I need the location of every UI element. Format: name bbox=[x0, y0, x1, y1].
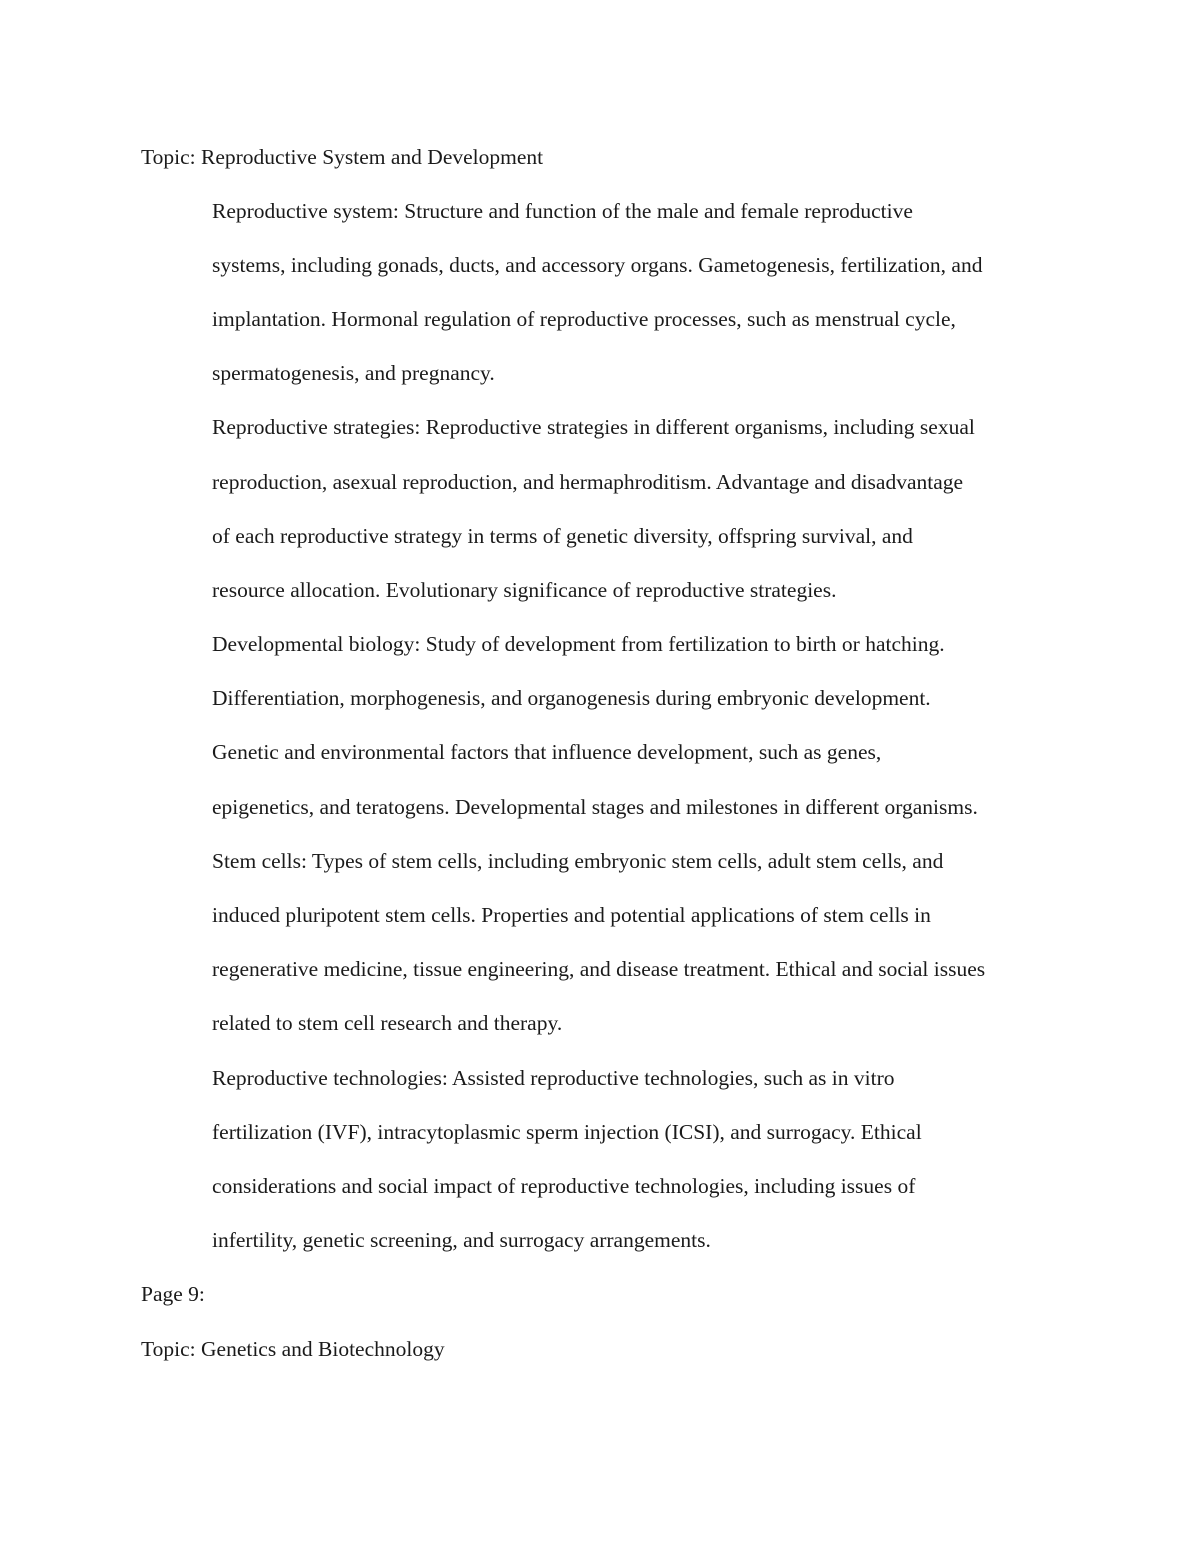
text-line: Developmental biology: Study of development from fertilization to birth or hatching. bbox=[212, 632, 945, 656]
text-line: Reproductive system: Structure and function of the male and female reproductive bbox=[212, 199, 913, 223]
text-line: induced pluripotent stem cells. Properties and potential applications of stem cells in bbox=[212, 903, 931, 927]
text-line: epigenetics, and teratogens. Developmental stages and milestones in different organisms. bbox=[212, 795, 978, 819]
text-line: considerations and social impact of reproductive technologies, including issues of bbox=[212, 1174, 916, 1198]
text-line: fertilization (IVF), intracytoplasmic sperm injection (ICSI), and surrogacy. Ethical bbox=[212, 1120, 922, 1144]
text-line: Reproductive strategies: Reproductive strategies in different organisms, including sexual bbox=[212, 415, 975, 439]
text-line: reproduction, asexual reproduction, and hermaphroditism. Advantage and disadvantage bbox=[212, 470, 964, 494]
topic-heading: Topic: Reproductive System and Development bbox=[141, 145, 544, 169]
text-line: of each reproductive strategy in terms of genetic diversity, offspring survival, and bbox=[212, 524, 913, 548]
page-label: Page 9: bbox=[141, 1282, 205, 1306]
text-line: infertility, genetic screening, and surrogacy arrangements. bbox=[212, 1228, 711, 1252]
text-line: Reproductive technologies: Assisted reproductive technologies, such as in vitro bbox=[212, 1066, 895, 1090]
text-line: related to stem cell research and therapy. bbox=[212, 1011, 563, 1035]
text-line: Genetic and environmental factors that influence development, such as genes, bbox=[212, 740, 882, 764]
text-line: Stem cells: Types of stem cells, including embryonic stem cells, adult stem cells, and bbox=[212, 849, 944, 873]
text-line: systems, including gonads, ducts, and accessory organs. Gametogenesis, fertilization, and bbox=[212, 253, 983, 277]
text-line: implantation. Hormonal regulation of reproductive processes, such as menstrual cycle, bbox=[212, 307, 956, 331]
text-line: resource allocation. Evolutionary significance of reproductive strategies. bbox=[212, 578, 837, 602]
text-line: spermatogenesis, and pregnancy. bbox=[212, 361, 495, 385]
topic-heading: Topic: Genetics and Biotechnology bbox=[141, 1337, 445, 1361]
text-line: Differentiation, morphogenesis, and organogenesis during embryonic development. bbox=[212, 686, 931, 710]
text-line: regenerative medicine, tissue engineering, and disease treatment. Ethical and social issues bbox=[212, 957, 986, 981]
